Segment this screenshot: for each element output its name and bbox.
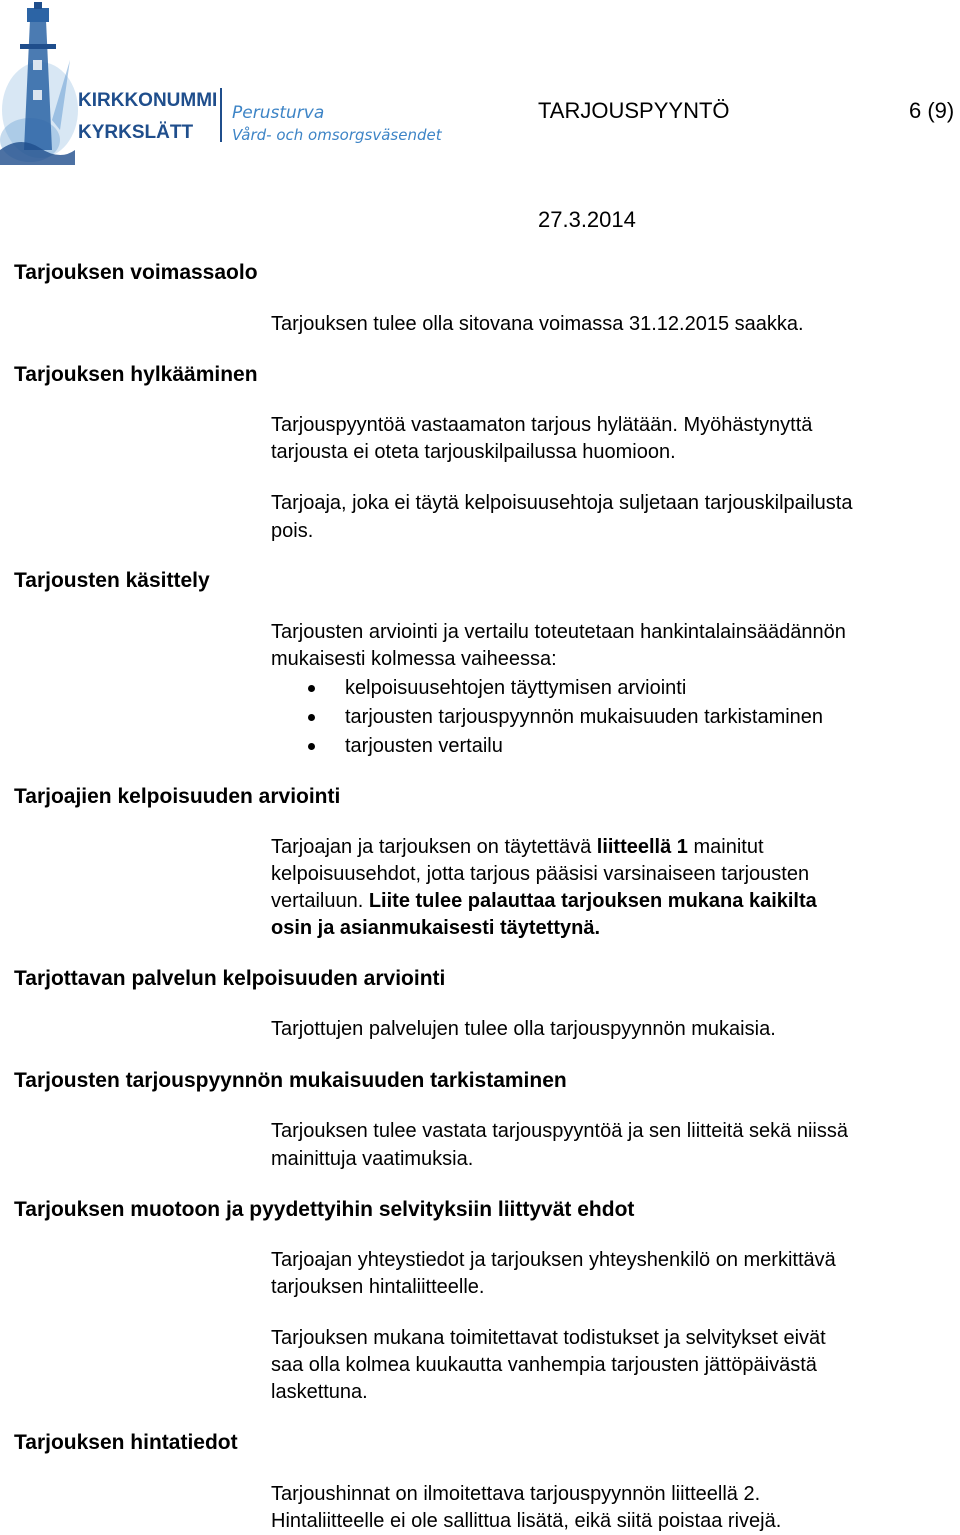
heading-muoto: Tarjouksen muotoon ja pyydettyihin selvityksiin liittyvät ehdot [14, 1198, 635, 1221]
text-segment: mainitut [687, 836, 764, 858]
heading-kasittely: Tarjousten käsittely [14, 569, 210, 592]
text-palvelun-kelpoisuus: Tarjottujen palvelujen tulee olla tarjouspyynnön mukaisia. [271, 1018, 776, 1040]
text-kasittely-line1: Tarjousten arviointi ja vertailu toteutetaan hankintalainsäädännön [271, 621, 846, 643]
text-segment: Tarjoajan ja tarjouksen on täytettävä [271, 836, 597, 858]
text-muoto-p2-line1: Tarjouksen mukana toimitettavat todistukset ja selvitykset eivät [271, 1327, 826, 1349]
text-muoto-p2-line2: saa olla kolmea kuukautta vanhempia tarjousten jättöpäivästä [271, 1354, 817, 1376]
text-hylkaaminen-p1-line2: tarjousta ei oteta tarjouskilpailussa huomioon. [271, 441, 676, 463]
heading-palvelun-kelpoisuus: Tarjottavan palvelun kelpoisuuden arviointi [14, 967, 446, 990]
text-emphasis: Liite tulee palauttaa tarjouksen mukana kaikilta [368, 890, 817, 912]
org-line2: KYRKSLÄTT [78, 122, 194, 143]
list-item-text: tarjousten vertailu [345, 735, 503, 757]
dept-line1: Perusturva [232, 103, 325, 123]
heading-mukaisuus: Tarjousten tarjouspyynnön mukaisuuden tarkistaminen [14, 1069, 567, 1092]
text-kelpoisuus-line3 [271, 888, 817, 915]
text-kelpoisuus-line4 [271, 915, 600, 942]
text-emphasis: osin ja asianmukaisesti täytettynä. [271, 917, 601, 939]
logo [0, 0, 460, 165]
text-hintatiedot-line2: Hintaliitteelle ei ole sallittua lisätä, eikä siitä poistaa rivejä. [271, 1510, 782, 1532]
heading-tarjoajien-kelpoisuus: Tarjoajien kelpoisuuden arviointi [14, 785, 341, 808]
text-hylkaaminen-p2-line1: Tarjoaja, joka ei täytä kelpoisuusehtoja suljetaan tarjouskilpailusta [271, 492, 853, 514]
text-mukaisuus-line2: mainittuja vaatimuksia. [271, 1148, 474, 1170]
text-segment: vertailuun. [271, 890, 369, 912]
bullet-icon [308, 714, 315, 721]
heading-hylkaaminen: Tarjouksen hylkääminen [14, 363, 258, 386]
text-voimassaolo: Tarjouksen tulee olla sitovana voimassa 31.12.2015 saakka. [271, 313, 804, 335]
text-hylkaaminen-p2-line2: pois. [271, 520, 314, 542]
doc-date: 27.3.2014 [538, 207, 636, 232]
logo-divider [220, 88, 222, 142]
text-muoto-p1-line2: tarjouksen hintaliitteelle. [271, 1276, 485, 1298]
text-kasittely-line2: mukaisesti kolmessa vaiheessa: [271, 648, 557, 670]
list-item-text: kelpoisuusehtojen täyttymisen arviointi [345, 677, 687, 699]
text-hylkaaminen-p1-line1: Tarjouspyyntöä vastaamaton tarjous hylätään. Myöhästynyttä [271, 414, 813, 436]
dept-line2: Vård- och omsorgsväsendet [232, 126, 442, 144]
bullet-icon [308, 743, 315, 750]
text-kelpoisuus-line1 [271, 834, 764, 861]
text-mukaisuus-line1: Tarjouksen tulee vastata tarjouspyyntöä ja sen liitteitä sekä niissä [271, 1120, 848, 1142]
bullet-icon [308, 685, 315, 692]
text-emphasis: liitteellä 1 [596, 836, 688, 858]
text-hintatiedot-line1: Tarjoushinnat on ilmoitettava tarjouspyynnön liitteellä 2. [271, 1483, 761, 1505]
lighthouse-icon [0, 2, 78, 165]
list-item-text: tarjousten tarjouspyynnön mukaisuuden tarkistaminen [345, 706, 824, 728]
page-number: 6 (9) [909, 98, 955, 123]
text-muoto-p1-line1: Tarjoajan yhteystiedot ja tarjouksen yhteyshenkilö on merkittävä [271, 1249, 836, 1271]
text-muoto-p2-line3: laskettuna. [271, 1381, 368, 1403]
text-kelpoisuus-line2: kelpoisuusehdot, jotta tarjous pääsisi varsinaiseen tarjousten [271, 863, 810, 885]
org-line1: KIRKKONUMMI [78, 90, 218, 111]
doc-type: TARJOUSPYYNTÖ [538, 98, 730, 123]
heading-voimassaolo: Tarjouksen voimassaolo [14, 261, 258, 284]
heading-hintatiedot: Tarjouksen hintatiedot [14, 1431, 238, 1454]
